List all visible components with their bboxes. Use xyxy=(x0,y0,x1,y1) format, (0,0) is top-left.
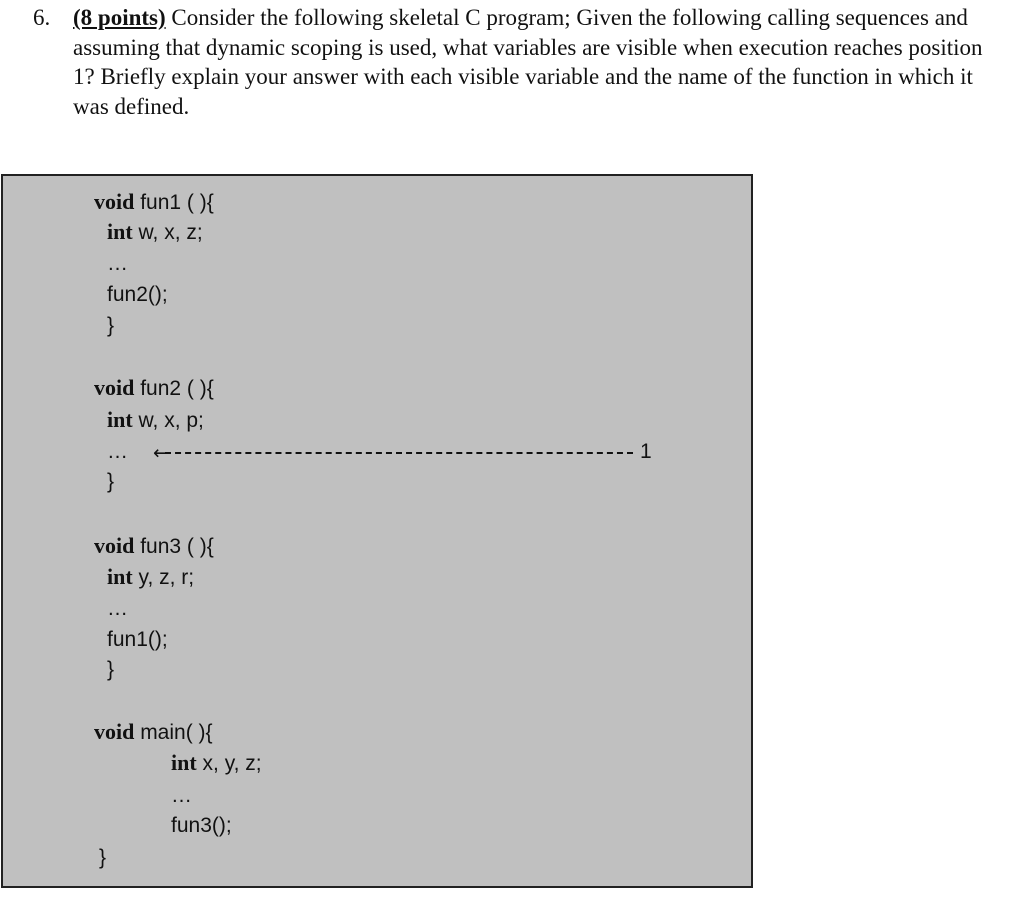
fun3-close-brace: } xyxy=(107,658,115,681)
position-pointer xyxy=(153,441,633,465)
fun1-keyword: void xyxy=(94,189,135,214)
fun1-decl-keyword: int xyxy=(107,219,133,244)
fun3-decl-vars: y, z, r; xyxy=(132,566,195,589)
main-call: fun3(); xyxy=(171,814,232,837)
question-body xyxy=(73,3,993,121)
fun1-declaration xyxy=(107,220,203,245)
fun1-close-brace: } xyxy=(107,314,115,337)
main-signature-text: main( ){ xyxy=(134,721,213,744)
fun2-signature-text: fun2 ( ){ xyxy=(134,377,214,400)
fun1-signature xyxy=(94,190,214,215)
main-declaration xyxy=(171,751,262,776)
fun2-declaration xyxy=(107,408,204,433)
fun1-ellipsis: … xyxy=(107,252,128,275)
question-text: Consider the following skeletal C program; Given the following calling sequences and assuming that dynamic scoping is used, what variables are visible when execution reaches position 1? Briefly explain your answer with each visible variable and the name of the function in which it was defined. xyxy=(73,5,983,119)
question-block xyxy=(33,3,993,121)
fun2-close-brace: } xyxy=(107,470,115,493)
fun1-call: fun2(); xyxy=(107,283,168,306)
left-arrow-icon: ← xyxy=(153,442,169,464)
main-keyword: void xyxy=(94,719,135,744)
fun3-decl-keyword: int xyxy=(107,564,133,589)
dashed-pointer-line xyxy=(165,452,633,454)
fun1-decl-vars: w, x, z; xyxy=(132,221,203,244)
fun3-keyword: void xyxy=(94,533,135,558)
fun2-keyword: void xyxy=(94,375,135,400)
fun3-call: fun1(); xyxy=(107,628,168,651)
fun3-signature-text: fun3 ( ){ xyxy=(134,535,214,558)
fun3-ellipsis: … xyxy=(107,597,128,620)
main-decl-keyword: int xyxy=(171,750,197,775)
main-signature xyxy=(94,720,213,745)
main-close-brace: } xyxy=(99,846,107,869)
fun2-decl-vars: w, x, p; xyxy=(132,409,204,432)
question-number: 6. xyxy=(33,5,51,30)
question-points: (8 points) xyxy=(73,5,166,30)
position-marker: 1 xyxy=(640,440,652,463)
fun3-signature xyxy=(94,534,214,559)
main-decl-vars: x, y, z; xyxy=(196,752,262,775)
main-ellipsis: … xyxy=(171,784,192,807)
fun3-declaration xyxy=(107,565,194,590)
fun1-signature-text: fun1 ( ){ xyxy=(134,191,214,214)
fun2-decl-keyword: int xyxy=(107,407,133,432)
code-listing xyxy=(1,174,753,888)
fun2-signature xyxy=(94,376,214,401)
fun2-ellipsis: … xyxy=(107,440,128,463)
